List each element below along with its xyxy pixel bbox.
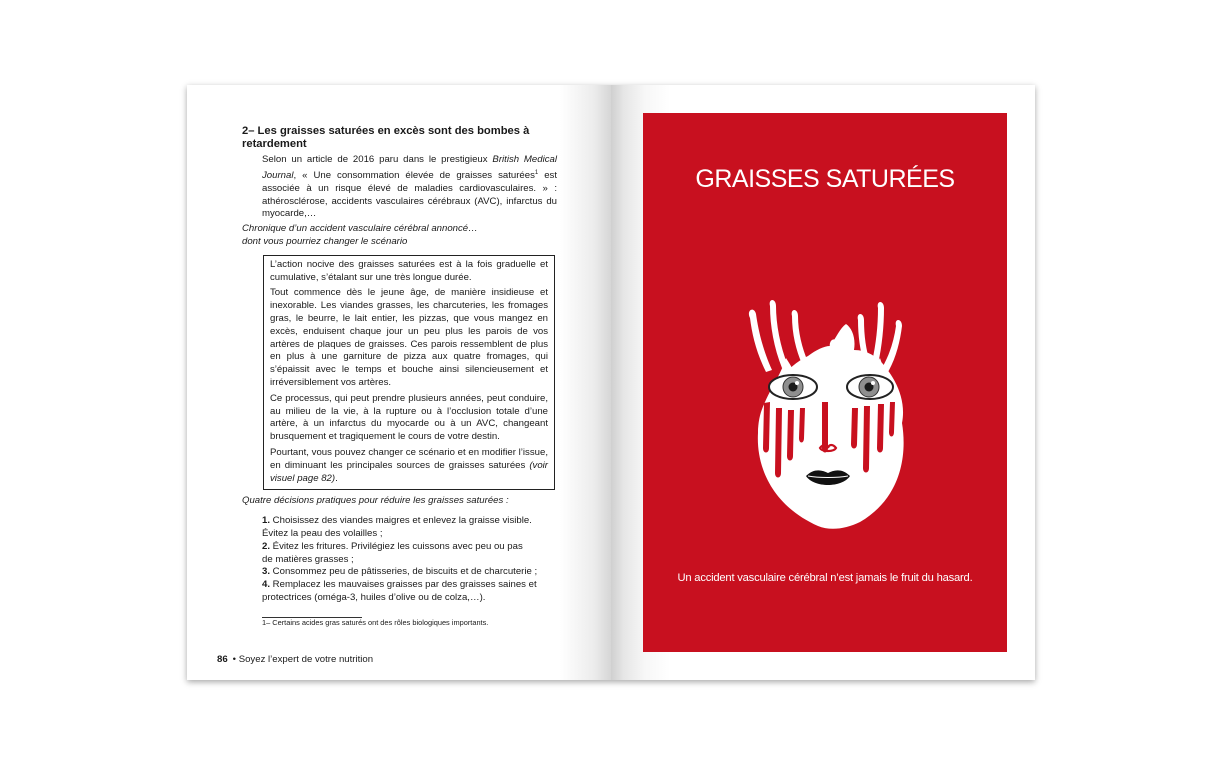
- decision-text: Choisissez des viandes maigres et enlevez la graisse visible.: [270, 515, 532, 527]
- decision-text: Remplacez les mauvaises graisses par des graisses saines et: [270, 579, 537, 591]
- page-folio: [217, 654, 373, 665]
- decision-item: [262, 566, 557, 579]
- decision-item: [262, 579, 557, 592]
- page-number: 86: [217, 654, 228, 665]
- intro-part-1: Selon un article de 2016 paru dans le prestigieux: [262, 154, 493, 165]
- chronicle-line-1: Chronique d’un accident vasculaire cérébral annoncé…: [242, 223, 478, 235]
- decision-number: 4.: [262, 579, 271, 591]
- drip-right-3: [882, 320, 902, 372]
- face-illustration: [738, 298, 918, 533]
- left-eye-highlight: [795, 381, 799, 385]
- box-paragraph-4: [270, 447, 548, 485]
- drip-left-3: [792, 310, 808, 364]
- poster-caption: Un accident vasculaire cérébral n’est jamais le fruit du hasard.: [677, 572, 973, 584]
- box-paragraph-4-end: .: [335, 472, 338, 484]
- blood-tear: [763, 402, 770, 453]
- decision-continuation: protectrices (oméga-3, huiles d’olive ou de colza,…).: [262, 591, 486, 603]
- decision-continuation: Évitez la peau des volailles ;: [262, 527, 383, 539]
- blood-tear: [775, 408, 782, 478]
- section-heading: 2– Les graisses saturées en excès sont des bombes à retardement: [242, 125, 530, 150]
- decision-text: Consommez peu de pâtisseries, de biscuits et de charcuterie ;: [270, 566, 538, 578]
- decision-number: 1.: [262, 515, 271, 527]
- decision-number: 2.: [262, 540, 271, 552]
- drip-right-2: [872, 302, 884, 364]
- footnote-ref: 1: [534, 169, 539, 176]
- decision-item: [262, 515, 557, 528]
- drip-left-1: [749, 310, 772, 372]
- chronicle-line-2: dont vous pourriez changer le scénario: [242, 235, 408, 247]
- red-poster-panel: [643, 113, 1007, 652]
- chronicle-box: [263, 255, 555, 491]
- footnote: 1– Certains acides gras saturés ont des rôles biologiques importants.: [262, 617, 489, 627]
- decision-continuation: de matières grasses ;: [262, 553, 354, 565]
- decisions-title: Quatre décisions pratiques pour réduire les graisses saturées :: [242, 495, 509, 507]
- box-paragraph-4-text: Pourtant, vous pouvez changer ce scénario et en modifier l’issue, en diminuant les principales sources de graisses saturées: [270, 446, 548, 471]
- journal-name: British Medical Journal: [262, 154, 557, 181]
- decisions-list: [242, 515, 557, 605]
- open-book: [187, 85, 1035, 680]
- intro-part-3: est associée à un risque élevé de maladies cardiovasculaires. » : athérosclérose, accidents vasculaires cérébraux (AVC), infarctus du myocarde,…: [262, 169, 558, 220]
- drip-left-2: [770, 300, 788, 368]
- decision-text: Évitez les fritures. Privilégiez les cuissons avec peu ou pas: [270, 540, 523, 552]
- poster-title: GRAISSES SATURÉES: [695, 165, 955, 193]
- blood-tear: [877, 404, 884, 453]
- decision-number: 3.: [262, 566, 271, 578]
- blood-tear: [863, 406, 870, 473]
- right-eye-highlight: [871, 381, 875, 385]
- visual-reference: (voir visuel page 82): [270, 459, 548, 484]
- running-footer: • Soyez l’expert de votre nutrition: [232, 654, 374, 665]
- blood-tear: [851, 408, 858, 449]
- box-paragraph-2: Tout commence dès le jeune âge, de manière insidieuse et inexorable. Les viandes grasses, les charcuteries, les fromages gras, le beurre, le lait entier, les pizzas, que vous mangez en excès, enduisent chaque jour un peu plus les parois de vos artères de plaques de graisses. Ces parois ressemblent de plus en plus à une garniture de pizza aux quatre fromages, qui s’épaissit avec le temps et bouche ainsi silencieusement et irréversiblement vos artères.: [270, 287, 548, 388]
- decision-item: [262, 541, 557, 554]
- blood-tear: [787, 410, 794, 461]
- box-paragraph-3: Ce processus, qui peut prendre plusieurs années, peut conduire, au milieu de la vie, à la rupture ou à l’occlusion totale d’une artère, à un infarctus du myocarde ou à un AVC, changeant brusquement et tragiquement le cours de votre destin.: [270, 392, 548, 443]
- box-paragraph-1: L’action nocive des graisses saturées est à la fois graduelle et cumulative, s’étalant sur une très longue durée.: [270, 258, 548, 283]
- left-page-content: [242, 125, 557, 627]
- intro-part-2: , « Une consommation élevée de graisses saturées: [293, 169, 535, 181]
- intro-paragraph: [242, 154, 557, 221]
- left-page: [187, 85, 611, 680]
